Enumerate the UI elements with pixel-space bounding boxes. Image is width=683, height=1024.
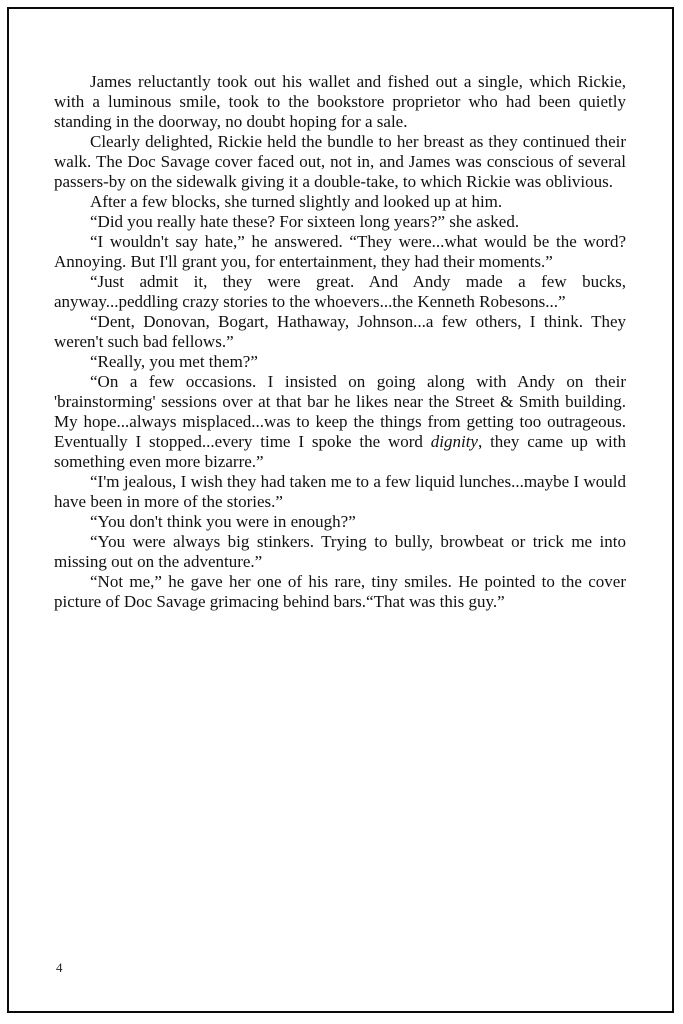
paragraph: [54, 372, 626, 472]
paragraph-text: , they came up with something even more bizarre.”: [54, 432, 626, 471]
paragraph: [54, 472, 626, 512]
paragraph-text: Clearly delighted, Rickie held the bundle to her breast as they continued their walk. The Doc Savage cover faced out, not in, and James was conscious of several passers-by on the sidewalk giving it a double-take, to which Rickie was oblivious.: [54, 132, 626, 191]
paragraph: [54, 232, 626, 272]
paragraph-text: James reluctantly took out his wallet and fished out a single, which Rickie, with a luminous smile, took to the bookstore proprietor who had been quietly standing in the doorway, no doubt hoping for a sale.: [54, 72, 626, 131]
paragraph-text: “Did you really hate these? For sixteen long years?” she asked.: [90, 212, 520, 231]
paragraph-text: “Dent, Donovan, Bogart, Hathaway, Johnson...a few others, I think. They weren't such bad fellows.”: [54, 312, 626, 351]
paragraph: [54, 192, 626, 212]
paragraph: [54, 312, 626, 352]
paragraph-text: After a few blocks, she turned slightly and looked up at him.: [90, 192, 503, 211]
paragraph: [54, 132, 626, 192]
paragraph: [54, 512, 626, 532]
paragraph-text-italic: dignity: [430, 432, 478, 451]
paragraph: [54, 572, 626, 612]
paragraph: [54, 352, 626, 372]
paragraph-text: “Really, you met them?”: [90, 352, 258, 371]
paragraph-text: “You were always big stinkers. Trying to bully, browbeat or trick me into missing out on the adventure.”: [54, 532, 626, 571]
paragraph-text: “Not me,” he gave her one of his rare, tiny smiles. He pointed to the cover picture of Doc Savage grimacing behind bars.“That was this guy.”: [54, 572, 626, 611]
paragraph-text: “You don't think you were in enough?”: [90, 512, 356, 531]
page-paragraphs: [54, 72, 626, 612]
paragraph: [54, 272, 626, 312]
paragraph-text: “I'm jealous, I wish they had taken me to a few liquid lunches...maybe I would have been in more of the stories.”: [54, 472, 626, 511]
paragraph-text: “I wouldn't say hate,” he answered. “They were...what would be the word? Annoying. But I'll grant you, for entertainment, they had their moments.”: [54, 232, 626, 271]
paragraph: [54, 532, 626, 572]
paragraph-text: “Just admit it, they were great. And Andy made a few bucks, anyway...peddling crazy stories to the whoevers...the Kenneth Robesons...”: [54, 272, 626, 311]
paragraph: [54, 212, 626, 232]
paragraph: [54, 72, 626, 132]
page-number: 4: [56, 960, 63, 975]
paragraph-text: “On a few occasions. I insisted on going along with Andy on their 'brainstorming' sessions over at that bar he likes near the Street & Smith building. My hope...always misplaced...was to keep the things from getting too outrageous. Eventually I stopped...every time I spoke the word: [54, 372, 626, 451]
